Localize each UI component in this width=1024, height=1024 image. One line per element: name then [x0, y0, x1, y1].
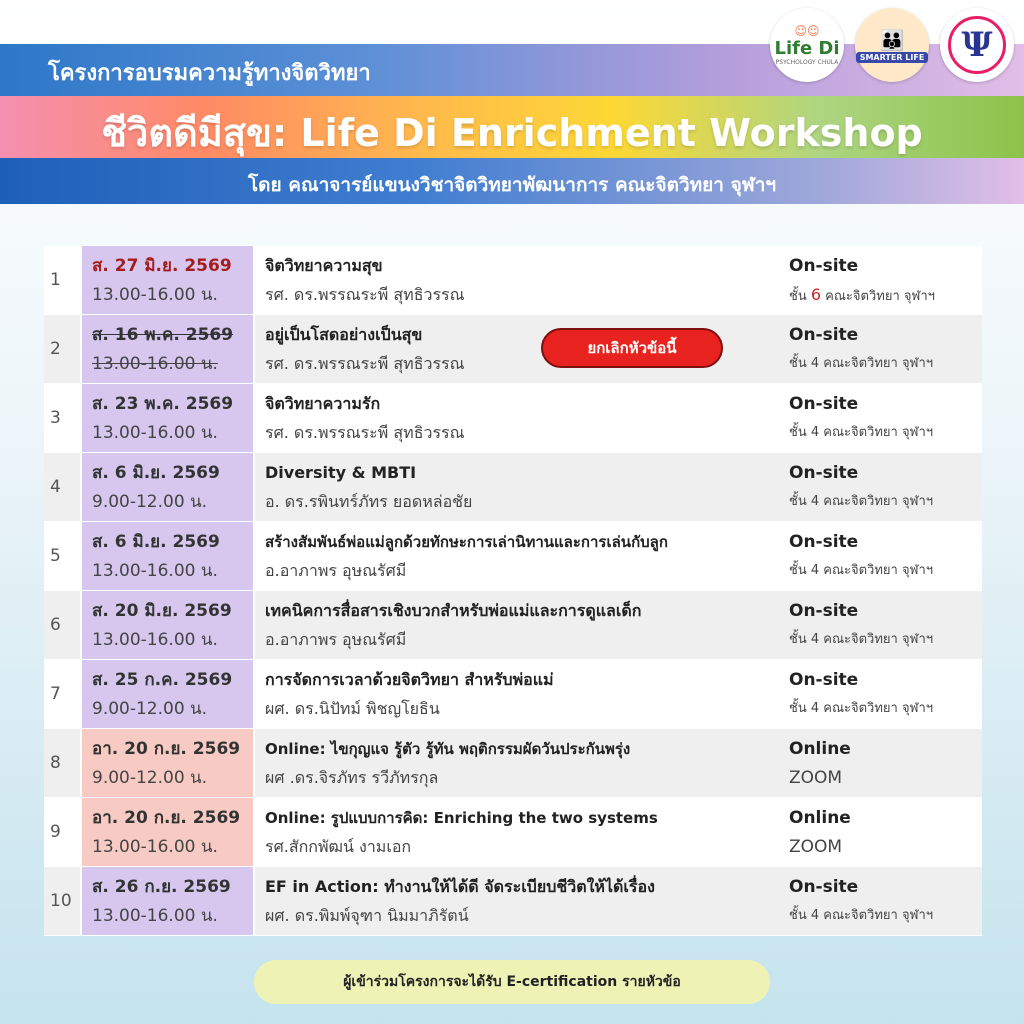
row-number: 3	[50, 408, 61, 428]
session-date: ส. 6 มิ.ย. 2569	[92, 532, 220, 552]
location-cell	[779, 798, 979, 866]
session-location: ชั้น 4 คณะจิตวิทยา จุฬาฯ	[789, 632, 934, 647]
table-row	[44, 315, 982, 383]
location-floor: 6	[810, 285, 822, 304]
smarter-life-logo-text: SMARTER LIFE	[856, 52, 929, 63]
date-cell	[80, 453, 255, 521]
session-topic: สร้างสัมพันธ์พ่อแม่ลูกด้วยทักษะการเล่านิทานและการเล่นกับลูก	[265, 533, 668, 551]
session-date: อา. 20 ก.ย. 2569	[92, 808, 241, 828]
session-speaker: อ.อาภาพร อุษณรัศมี	[265, 561, 407, 580]
session-time: 13.00-16.00 น.	[92, 354, 218, 374]
location-cell	[779, 867, 979, 935]
location-prefix: ชั้น	[789, 289, 811, 304]
topic-cell	[255, 729, 779, 797]
session-time: 13.00-16.00 น.	[92, 630, 218, 650]
session-mode: On-site	[789, 463, 859, 483]
organizer-text: โดย คณาจารย์แขนงวิชาจิตวิทยาพัฒนาการ คณะจิตวิทยา จุฬาฯ	[247, 174, 777, 196]
session-mode: Online	[789, 808, 851, 828]
date-cell	[80, 246, 255, 314]
row-number: 2	[50, 339, 61, 359]
session-mode: Online	[789, 739, 851, 759]
session-location: ZOOM	[789, 837, 843, 857]
topic-cell	[255, 867, 779, 935]
session-time: 13.00-16.00 น.	[92, 561, 218, 581]
session-topic: Online: รูปแบบการคิด: Enriching the two systems	[265, 809, 658, 827]
date-cell	[80, 729, 255, 797]
topic-cell	[255, 384, 779, 452]
row-number: 10	[50, 891, 72, 911]
session-time: 13.00-16.00 น.	[92, 423, 218, 443]
session-topic: จิตวิทยาความรัก	[265, 394, 381, 413]
session-date: ส. 25 ก.ค. 2569	[92, 670, 233, 690]
psi-icon: Ψ	[948, 16, 1006, 74]
date-cell	[80, 798, 255, 866]
session-location: ชั้น 4 คณะจิตวิทยา จุฬาฯ	[789, 908, 934, 923]
location-cell	[779, 522, 979, 590]
date-cell	[80, 867, 255, 935]
date-cell	[80, 384, 255, 452]
location-cell	[779, 660, 979, 728]
session-topic: จิตวิทยาความสุข	[265, 256, 383, 275]
table-row	[44, 660, 982, 728]
topic-cell	[255, 246, 779, 314]
table-row	[44, 591, 982, 659]
date-cell	[80, 315, 255, 383]
session-date: ส. 23 พ.ค. 2569	[92, 394, 234, 414]
table-row	[44, 246, 982, 314]
table-row	[44, 798, 982, 866]
session-speaker: รศ.สักกพัฒน์ งามเอก	[265, 837, 412, 856]
session-speaker: อ. ดร.รพินทร์ภัทร ยอดหล่อชัย	[265, 492, 473, 511]
smarter-life-logo	[855, 8, 929, 82]
location-cell	[779, 315, 979, 383]
session-location: ZOOM	[789, 768, 843, 788]
topic-cell	[255, 660, 779, 728]
session-time: 13.00-16.00 น.	[92, 285, 218, 305]
session-topic: Diversity & MBTI	[265, 463, 417, 482]
session-date: ส. 26 ก.ย. 2569	[92, 877, 231, 897]
schedule-table	[44, 246, 982, 936]
session-topic: การจัดการเวลาด้วยจิตวิทยา สำหรับพ่อแม่	[265, 670, 554, 689]
session-speaker: อ.อาภาพร อุษณรัศมี	[265, 630, 407, 649]
session-speaker: รศ. ดร.พรรณระพี สุทธิวรรณ	[265, 423, 465, 442]
family-icon: ☺☺	[794, 24, 820, 38]
lifedi-logo	[770, 8, 844, 82]
session-speaker: ผศ .ดร.จิรภัทร รวีภัทรกุล	[265, 768, 439, 787]
session-date: ส. 27 มิ.ย. 2569	[92, 256, 232, 276]
session-location: ชั้น 4 คณะจิตวิทยา จุฬาฯ	[789, 425, 934, 440]
session-location	[789, 280, 979, 312]
cancelled-badge: ยกเลิกหัวข้อนี้	[541, 328, 723, 368]
session-mode: On-site	[789, 601, 859, 621]
workshop-title: ชีวิตดีมีสุข: Life Di Enrichment Workshop	[101, 111, 923, 155]
session-mode: On-site	[789, 256, 859, 276]
session-time: 9.00-12.00 น.	[92, 768, 208, 788]
psychology-faculty-logo	[940, 8, 1014, 82]
topic-cell	[255, 798, 779, 866]
session-topic: Online: ไขกุญแจ รู้ตัว รู้ทัน พฤติกรรมผัดวันประกันพรุ่ง	[265, 740, 631, 758]
session-speaker: ผศ. ดร.พิมพ์จุฑา นิมมาภิรัตน์	[265, 906, 469, 925]
session-location: ชั้น 4 คณะจิตวิทยา จุฬาฯ	[789, 494, 934, 509]
lifedi-logo-text: Life Di	[774, 38, 840, 59]
row-number: 9	[50, 822, 61, 842]
location-cell	[779, 246, 979, 314]
topic-cell	[255, 453, 779, 521]
session-time: 9.00-12.00 น.	[92, 492, 208, 512]
row-number: 6	[50, 615, 61, 635]
session-speaker: ผศ. ดร.นิปัทม์ พิชญโยธิน	[265, 699, 440, 718]
location-cell	[779, 384, 979, 452]
location-cell	[779, 591, 979, 659]
session-date: ส. 16 พ.ค. 2569	[92, 325, 234, 345]
row-number: 8	[50, 753, 61, 773]
session-date: ส. 6 มิ.ย. 2569	[92, 463, 220, 483]
family-faces-icon: 👪	[879, 27, 905, 52]
location-suffix: คณะจิตวิทยา จุฬาฯ	[821, 289, 935, 304]
certificate-note: ผู้เข้าร่วมโครงการจะได้รับ E-certification รายหัวข้อ	[254, 960, 770, 1004]
date-cell	[80, 660, 255, 728]
title-banner	[0, 96, 1024, 158]
session-mode: On-site	[789, 394, 859, 414]
row-number: 1	[50, 270, 61, 290]
topic-cell	[255, 522, 779, 590]
table-row	[44, 867, 982, 935]
session-topic: เทคนิคการสื่อสารเชิงบวกสำหรับพ่อแม่และการดูแลเด็ก	[265, 601, 642, 620]
location-cell	[779, 729, 979, 797]
date-cell	[80, 591, 255, 659]
session-date: อา. 20 ก.ย. 2569	[92, 739, 241, 759]
session-time: 13.00-16.00 น.	[92, 906, 218, 926]
session-location: ชั้น 4 คณะจิตวิทยา จุฬาฯ	[789, 701, 934, 716]
location-cell	[779, 453, 979, 521]
row-number: 4	[50, 477, 61, 497]
lifedi-logo-subtext: PSYCHOLOGY CHULA	[775, 59, 839, 66]
session-mode: On-site	[789, 670, 859, 690]
session-speaker: รศ. ดร.พรรณระพี สุทธิวรรณ	[265, 354, 465, 373]
session-mode: On-site	[789, 532, 859, 552]
table-row	[44, 384, 982, 452]
session-location: ชั้น 4 คณะจิตวิทยา จุฬาฯ	[789, 563, 934, 578]
topic-cell	[255, 315, 779, 383]
topic-cell	[255, 591, 779, 659]
table-row	[44, 453, 982, 521]
table-row	[44, 522, 982, 590]
session-time: 13.00-16.00 น.	[92, 837, 218, 857]
organizer-banner	[0, 158, 1024, 204]
session-topic: EF in Action: ทำงานให้ได้ดี จัดระเบียบชีวิตให้ได้เรื่อง	[265, 877, 655, 896]
session-mode: On-site	[789, 877, 859, 897]
session-location: ชั้น 4 คณะจิตวิทยา จุฬาฯ	[789, 356, 934, 371]
session-topic: อยู่เป็นโสดอย่างเป็นสุข	[265, 325, 423, 344]
row-number: 5	[50, 546, 61, 566]
session-date: ส. 20 มิ.ย. 2569	[92, 601, 232, 621]
project-title: โครงการอบรมความรู้ทางจิตวิทยา	[48, 61, 371, 86]
session-speaker: รศ. ดร.พรรณระพี สุทธิวรรณ	[265, 285, 465, 304]
session-time: 9.00-12.00 น.	[92, 699, 208, 719]
session-mode: On-site	[789, 325, 859, 345]
date-cell	[80, 522, 255, 590]
table-row	[44, 729, 982, 797]
row-number: 7	[50, 684, 61, 704]
